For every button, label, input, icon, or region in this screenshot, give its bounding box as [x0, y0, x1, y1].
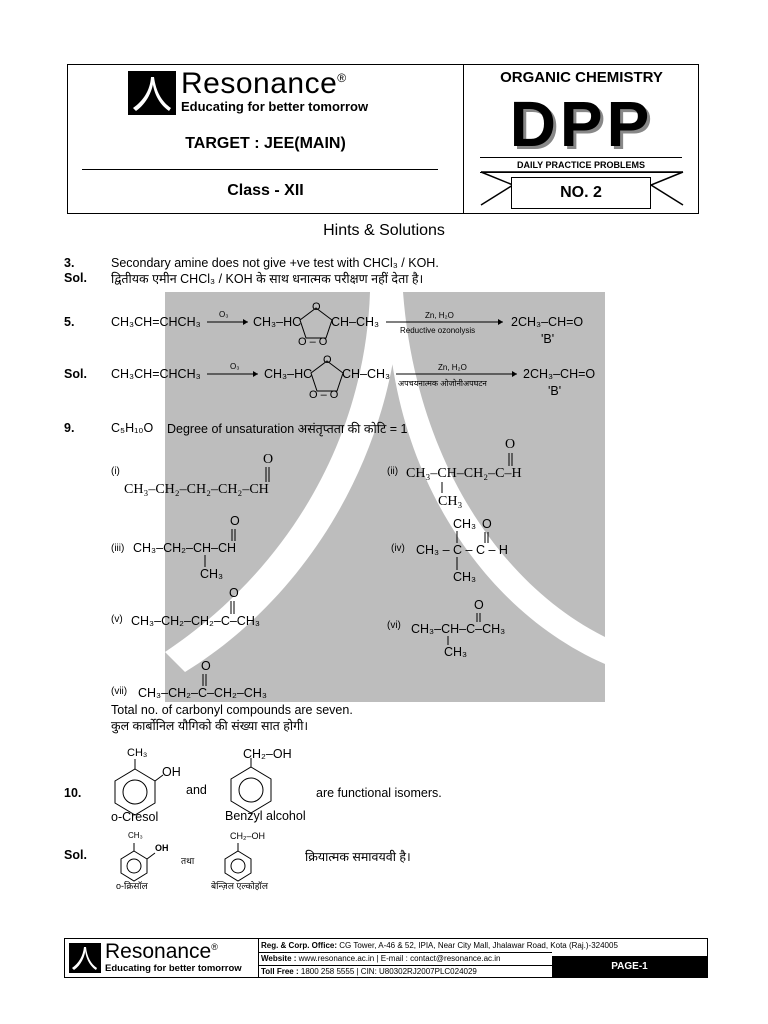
- q9-iii-sub: CH₃: [200, 567, 224, 581]
- footer-divider: [258, 939, 259, 977]
- page-number: PAGE-1: [552, 956, 707, 977]
- q9-iv-top: CH₃: [453, 517, 477, 531]
- q10-sol-name1: o-क्रिसॉल: [116, 881, 148, 891]
- q10-sol-ch3: CH₃: [128, 831, 143, 840]
- q5-reactant: CH₃CH=CHCH₃: [111, 315, 201, 329]
- q9-iv-sub: CH₃: [453, 570, 477, 584]
- q5-o-bottom: O – O: [298, 336, 328, 348]
- footer-rule: [258, 952, 552, 953]
- q5-sol-reagent2: Zn, H₂O: [438, 363, 467, 372]
- q3-number: 3.: [64, 256, 75, 270]
- q5-note: Reductive ozonolysis: [400, 326, 476, 335]
- q10-number: 10.: [64, 786, 82, 800]
- q9-vi-label: (vi): [387, 620, 401, 631]
- q9-ii-o: O: [505, 437, 516, 452]
- q9-total-en: Total no. of carbonyl compounds are seven.: [111, 703, 353, 717]
- q9-text: Degree of unsaturation असंतृप्तता की कोटि = 1: [167, 422, 408, 436]
- q9-vi-sub: CH₃: [444, 645, 468, 659]
- q9-total-hi: कुल कार्बोनिल यौगिको की संख्या सात होगी।: [111, 719, 309, 733]
- dpp-number: NO. 2: [511, 177, 651, 209]
- footer-logo-icon: [69, 943, 101, 973]
- q9-formula: C₅H₁₀O: [111, 421, 154, 435]
- q10-sol-ch2oh: CH₂–OH: [230, 831, 265, 841]
- q10-ch2oh: CH₂–OH: [243, 747, 292, 761]
- q9-v-chain: CH₃–CH₂–CH₂–C–CH₃: [131, 614, 260, 628]
- q9-ii-chain: CH₃–CH–CH₂–C–H: [406, 466, 522, 481]
- q9-i-o: O: [263, 452, 274, 467]
- brand-tagline: Educating for better tomorrow: [181, 99, 369, 114]
- q9-iii-label: (iii): [111, 543, 125, 554]
- q9-iv-o: O: [482, 517, 492, 531]
- footer-box: [64, 938, 708, 978]
- dpp-heading: DPP: [509, 88, 654, 160]
- q5-sol-note: अपचयनात्मक ओजोनीअपघटन: [398, 379, 487, 388]
- q5-o-top: O: [312, 301, 321, 313]
- footer-office: Reg. & Corp. Office: CG Tower, A-46 & 52, IPIA, Near City Mall, Jhalawar Road, Kota (Raj.)-324005: [261, 941, 618, 950]
- q5-sol-label: Sol.: [64, 367, 87, 381]
- q9-iii-chain: CH₃–CH₂–CH–CH: [133, 541, 237, 555]
- class-heading: Class - XII: [227, 182, 304, 199]
- q5-sol-ozonide-right: CH–CH₃: [342, 367, 391, 381]
- footer-tagline: Educating for better tomorrow: [105, 963, 242, 974]
- q5-ozonide-right: CH–CH₃: [331, 315, 380, 329]
- q10-sol-tatha: तथा: [181, 856, 195, 866]
- q10-sol-label: Sol.: [64, 848, 87, 862]
- q9-vii-o: O: [201, 659, 211, 673]
- q5-sol-product: 2CH₃–CH=O: [523, 367, 596, 381]
- q3-text: Secondary amine does not give +ve test with CHCl₃ / KOH.: [111, 256, 439, 270]
- q9-vi-o: O: [474, 598, 484, 612]
- q9-vii-chain: CH₃–CH₂–C–CH₂–CH₃: [138, 686, 267, 700]
- q5-product: 2CH₃–CH=O: [511, 315, 584, 329]
- dpp-subtitle: DAILY PRACTICE PROBLEMS: [480, 157, 682, 173]
- q5-sol-ozonide-left: CH₃–HC: [264, 367, 313, 381]
- q9-iii-o: O: [230, 514, 240, 528]
- q9-iv-label: (iv): [391, 543, 405, 554]
- q9-vii-label: (vii): [111, 686, 128, 697]
- q10-name2: Benzyl alcohol: [225, 809, 306, 823]
- q9-vi-chain: CH₃–CH–C–CH₃: [411, 622, 506, 636]
- q10-name1: o-Cresol: [111, 810, 159, 824]
- q9-ii-sub: CH₃: [438, 494, 463, 509]
- subject-heading: ORGANIC CHEMISTRY: [500, 69, 663, 86]
- q5-sol-o-top: O: [323, 354, 332, 366]
- q5-sol-reactant: CH₃CH=CHCH₃: [111, 367, 201, 381]
- q10-sol-oh: OH: [155, 843, 169, 853]
- q10-oh: OH: [162, 765, 181, 779]
- q5-ozonide-left: CH₃–HC: [253, 315, 302, 329]
- q3-sol-text: द्वितीयक एमीन CHCl₃ / KOH के साथ धनात्मक परीक्षण नहीं देता है।: [111, 272, 424, 286]
- target-heading: TARGET : JEE(MAIN): [185, 135, 346, 152]
- footer-toll: Toll Free : 1800 258 5555 | CIN: U80302RJ2007PLC024029: [261, 967, 477, 976]
- footer-brand: Resonance®: [105, 940, 218, 963]
- q9-iv-chain: CH₃ – C – C – H: [416, 543, 508, 557]
- q10-text: are functional isomers.: [316, 786, 442, 800]
- q3-sol-label: Sol.: [64, 271, 87, 285]
- page-title: Hints & Solutions: [323, 222, 445, 239]
- q5-sol-reagent: O₃: [230, 362, 240, 371]
- q5-sol-label-b: 'B': [548, 384, 562, 398]
- footer-rule: [258, 965, 552, 966]
- q9-i-label: (i): [111, 466, 120, 477]
- q5-sol-o-bottom: O – O: [309, 389, 339, 401]
- q10-ch3: CH₃: [127, 747, 148, 759]
- q5-reagent: O₃: [219, 310, 229, 319]
- q9-ii-label: (ii): [387, 466, 399, 477]
- q10-sol-text: क्रियात्मक समावयवी है।: [305, 850, 411, 864]
- brand-name: Resonance®: [181, 67, 347, 100]
- q9-v-o: O: [229, 586, 239, 600]
- q10-sol-name2: बेन्ज़िल एल्कोहॉल: [211, 881, 268, 891]
- footer-website: Website : www.resonance.ac.in | E-mail : contact@resonance.ac.in: [261, 954, 501, 963]
- q5-number: 5.: [64, 315, 75, 329]
- q5-label-b: 'B': [541, 332, 555, 346]
- q9-number: 9.: [64, 421, 75, 435]
- q9-v-label: (v): [111, 614, 123, 625]
- q5-reagent2: Zn, H₂O: [425, 311, 454, 320]
- q9-i-chain: CH₃–CH₂–CH₂–CH₂–CH: [124, 482, 269, 497]
- q10-and: and: [186, 783, 207, 797]
